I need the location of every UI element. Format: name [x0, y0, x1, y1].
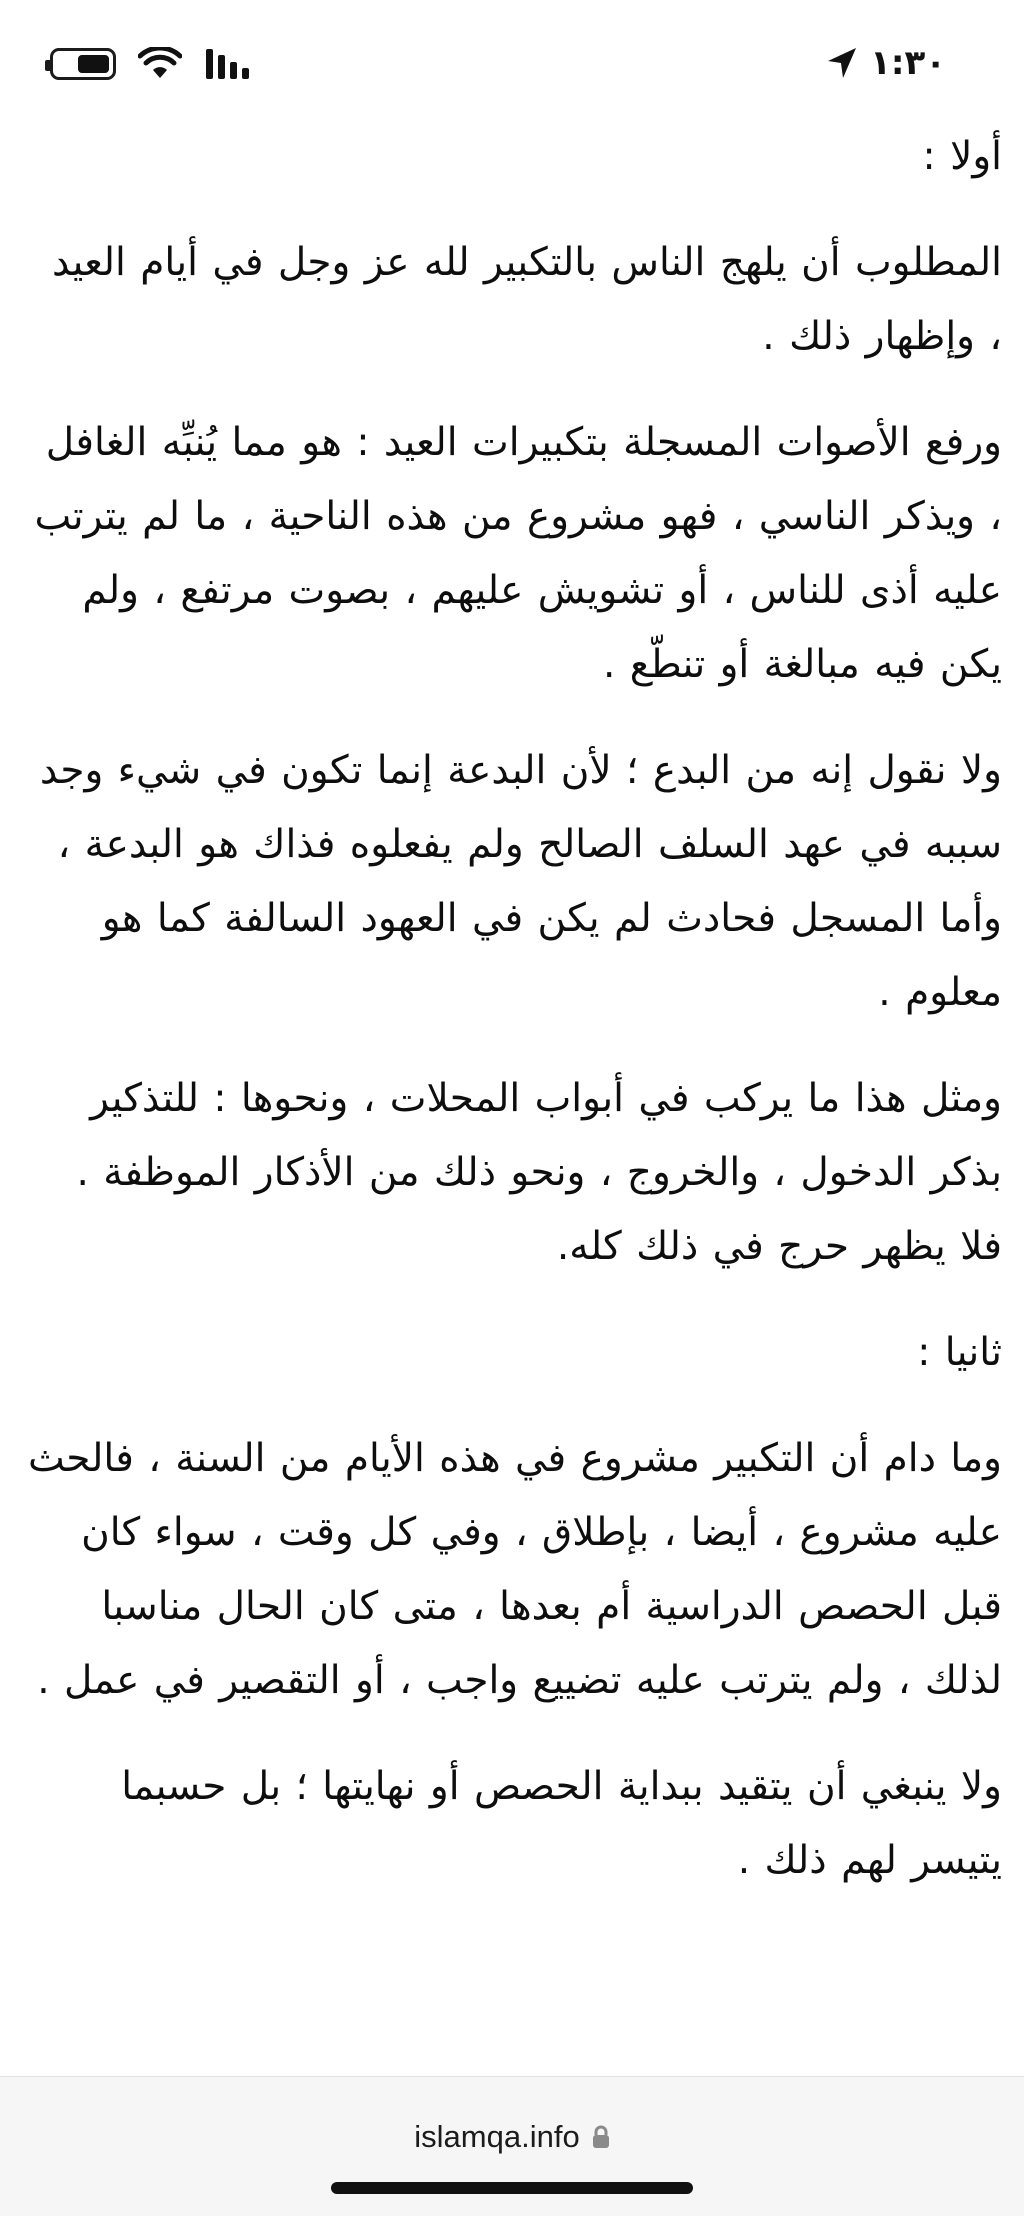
article-body — [0, 120, 1024, 1930]
home-indicator[interactable] — [331, 2182, 693, 2194]
status-time-group — [826, 38, 946, 88]
status-icons — [50, 44, 252, 84]
battery-icon — [50, 48, 116, 80]
status-time: ١:٣٠ — [870, 43, 946, 83]
cellular-signal-icon — [204, 47, 252, 81]
location-arrow-icon — [826, 46, 858, 80]
article-paragraph: ومثل هذا ما يركب في أبواب المحلات ، ونحوها : للتذكير بذكر الدخول ، والخروج ، ونحو ذلك من الأذكار الموظفة . فلا يظهر حرج في ذلك كله. — [76, 1076, 1002, 1269]
article-paragraph: المطلوب أن يلهج الناس بالتكبير لله عز وجل في أيام العيد ، وإظهار ذلك . — [52, 240, 1002, 359]
article-paragraph: ورفع الأصوات المسجلة بتكبيرات العيد : هو مما يُنبِّه الغافل ، ويذكر الناسي ، فهو مشروع من هذه الناحية ، ما لم يترتب عليه أذى للناس ، أو تشويش عليهم ، بصوت مرتفع ، ولم يكن فيه مبالغة أو تنطّع . — [34, 420, 1002, 687]
section-heading: ثانيا : — [917, 1330, 1002, 1375]
article-paragraph: وما دام أن التكبير مشروع في هذه الأيام من السنة ، فالحث عليه مشروع ، أيضا ، بإطلاق ، وفي كل وقت ، سواء كان قبل الحصص الدراسية أم بعدها ، متى كان الحال مناسبا لذلك ، ولم يترتب عليه تضييع واجب ، أو التقصير في عمل . — [28, 1436, 1002, 1703]
lock-icon — [592, 2125, 610, 2149]
address-bar[interactable] — [0, 2119, 1024, 2155]
article-paragraph: ولا نقول إنه من البدع ؛ لأن البدعة إنما تكون في شيء وجد سببه في عهد السلف الصالح ولم يفعلوه فذاك هو البدعة ، وأما المسجل فحادث لم يكن في العهود السالفة كما هو معلوم . — [39, 748, 1002, 1015]
status-bar — [0, 0, 1024, 120]
url-text[interactable]: islamqa.info — [414, 2119, 580, 2154]
section-heading: أولا : — [922, 134, 1002, 179]
wifi-icon — [138, 47, 182, 81]
article-paragraph: ولا ينبغي أن يتقيد ببداية الحصص أو نهايتها ؛ بل حسبما يتيسر لهم ذلك . — [121, 1764, 1002, 1883]
browser-bottom-bar — [0, 2076, 1024, 2216]
